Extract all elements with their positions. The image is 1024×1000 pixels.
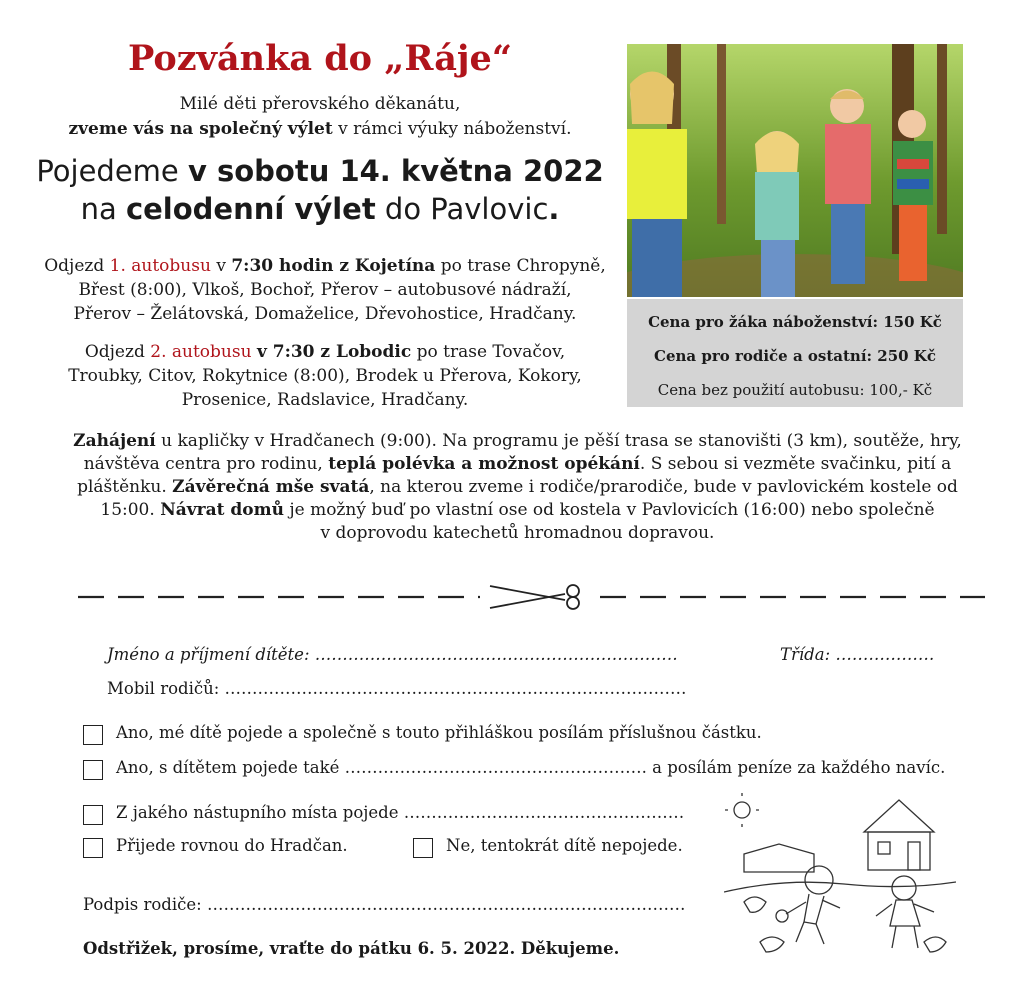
children-drawing-illustration: [724, 792, 956, 960]
headline-trip-type: celodenní výlet: [125, 192, 376, 226]
bus-1-text: Odjezd: [44, 256, 110, 276]
headline-destination: do Pavlovic: [375, 192, 549, 226]
parent-phone-field[interactable]: Mobil rodičů: …………………………………………………………………………: [107, 679, 687, 698]
bus-1-line-3: Přerov – Želátovská, Domaželice, Dřevohostice, Hradčany.: [73, 304, 577, 324]
greeting-rest: v rámci výuky náboženství.: [332, 119, 572, 139]
program-bold: Zahájení: [73, 431, 156, 451]
program-text: návštěva centra pro rodinu,: [83, 454, 329, 474]
bus-2-text: po trase Tovačov,: [411, 342, 566, 362]
program-text: u kapličky v Hradčanech (9:00). Na programu je pěší trasa se stanovišti (3 km), soutěže, hry,: [155, 431, 962, 451]
bus-2-line-2: Troubky, Citov, Rokytnice (8:00), Brodek u Přerova, Kokory,: [68, 366, 582, 386]
headline-line-1: [20, 152, 620, 190]
headline-text: na: [80, 192, 126, 226]
headline-date: v sobotu 14. května 2022: [187, 154, 604, 188]
class-field[interactable]: Třída: ………………: [780, 645, 935, 664]
headline-text: Pojedeme: [36, 154, 188, 188]
program-bold: Návrat domů: [160, 500, 284, 520]
option-boarding-place-label: Z jakého nástupního místa pojede ……………………………………………: [116, 803, 685, 822]
children-photo: [627, 44, 963, 297]
checkbox-yes-companion[interactable]: [83, 760, 103, 780]
bus-1-line-1: [30, 254, 620, 278]
bus-2-label: 2. autobusu: [150, 342, 252, 362]
child-name-field[interactable]: Jméno a příjmení dítěte: …………………………………………………………: [107, 645, 678, 664]
page-title: Pozvánka do „Ráje“: [128, 38, 512, 79]
bus-1-text: po trase Chropyně,: [435, 256, 606, 276]
bus-1-line-2: Břest (8:00), Vlkoš, Bochoř, Přerov – autobusové nádraží,: [78, 280, 572, 300]
program-text: , na kterou zveme i rodiče/prarodiče, bude v pavlovickém kostele od: [369, 477, 958, 497]
program-bold: Závěrečná mše svatá: [172, 477, 370, 497]
signature-field[interactable]: Podpis rodiče: ……………………………………………………………………………: [83, 895, 686, 914]
price-no-bus: Cena bez použití autobusu: 100,- Kč: [657, 381, 933, 399]
program-line-1: [40, 430, 995, 453]
greeting-bold: zveme vás na společný výlet: [68, 119, 333, 139]
program-text: . S sebou si vezměte svačinku, pití a: [639, 454, 952, 474]
headline-line-2: [20, 190, 620, 228]
bus-2-info: [30, 340, 620, 412]
program-line-5: v doprovodu katechetů hromadnou dopravou.: [320, 523, 715, 543]
program-line-4: [40, 499, 995, 522]
program-text: je možný buď po vlastní ose od kostela v Pavlovicích (16:00) nebo společně: [283, 500, 935, 520]
bus-2-line-3: Prosenice, Radslavice, Hradčany.: [181, 390, 469, 410]
option-yes-companion-label: Ano, s dítětem pojede také ………………………………………………. a posílám peníze za každého navíc.: [116, 758, 946, 777]
program-bold: teplá polévka a možnost opékání: [328, 454, 640, 474]
bus-1-info: [30, 254, 620, 326]
program-text: pláštěnku.: [77, 477, 173, 497]
bus-1-label: 1. autobusu: [109, 256, 211, 276]
option-yes-pay-label: Ano, mé dítě pojede a společně s touto přihláškou posílám příslušnou částku.: [116, 723, 762, 742]
price-student: Cena pro žáka náboženství: 150 Kč: [648, 313, 942, 331]
bus-1-time: 7:30 hodin z Kojetína: [231, 256, 436, 276]
headline-period: .: [548, 192, 560, 226]
price-box: [627, 299, 963, 407]
program-line-2: [40, 453, 995, 476]
scissors-icon: [490, 585, 579, 609]
option-arrive-directly-label: Přijede rovnou do Hradčan.: [116, 836, 348, 855]
cut-line: [70, 580, 990, 610]
bus-2-time: v 7:30 z Lobodic: [256, 342, 412, 362]
program-line-3: [40, 476, 995, 499]
option-not-coming-label: Ne, tentokrát dítě nepojede.: [446, 836, 683, 855]
greeting-line-1: Milé děti přerovského děkanátu,: [179, 94, 461, 114]
checkbox-boarding-place[interactable]: [83, 805, 103, 825]
program-text: 15:00.: [100, 500, 161, 520]
program-description: [40, 430, 995, 545]
checkbox-not-coming[interactable]: [413, 838, 433, 858]
greeting-line-2: [40, 117, 600, 142]
trip-date-headline: [20, 152, 620, 228]
bus-2-line-1: [30, 340, 620, 364]
greeting: [40, 92, 600, 142]
bus-2-text: Odjezd: [84, 342, 151, 362]
price-parents: Cena pro rodiče a ostatní: 250 Kč: [654, 347, 936, 365]
bus-1-text: v: [210, 256, 232, 276]
return-notice: Odstřižek, prosíme, vraťte do pátku 6. 5. 2022. Děkujeme.: [83, 939, 620, 958]
checkbox-arrive-directly[interactable]: [83, 838, 103, 858]
checkbox-yes-pay[interactable]: [83, 725, 103, 745]
